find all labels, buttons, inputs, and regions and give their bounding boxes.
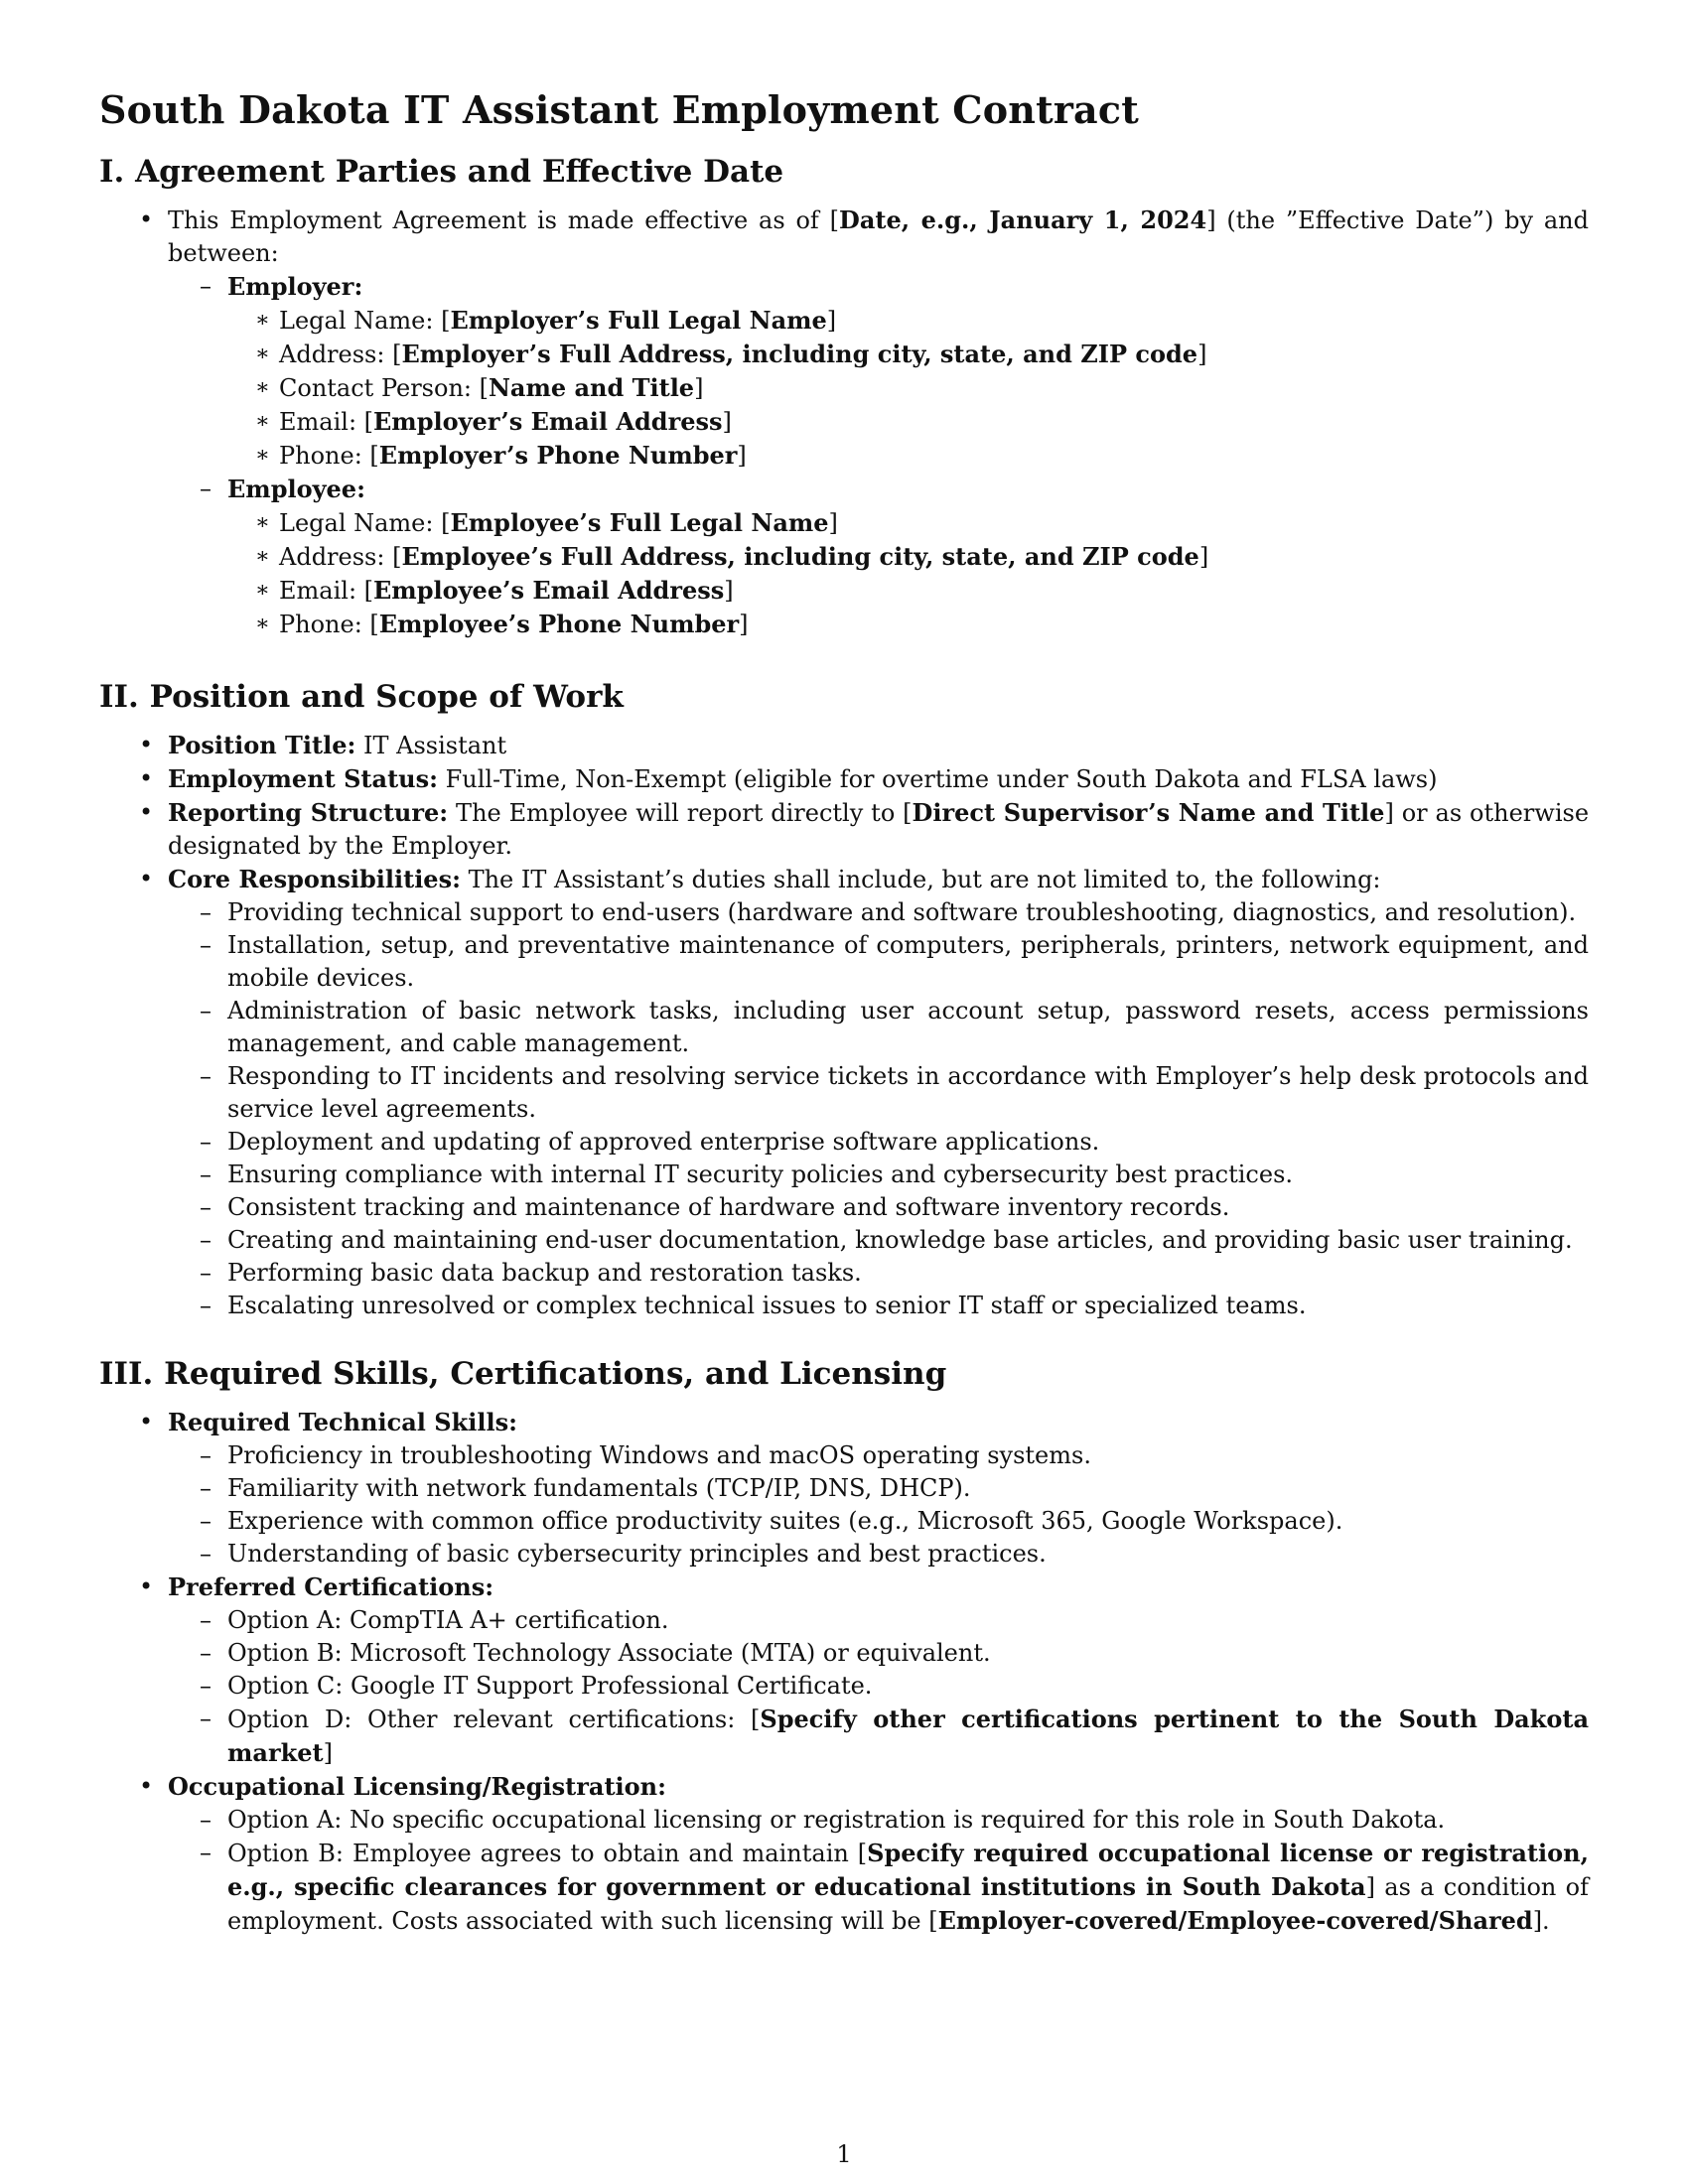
section-position-scope	[99, 679, 1589, 1322]
responsibilities-list	[108, 896, 1589, 1322]
section-heading: III. Required Skills, Certifications, and Licensing	[99, 1356, 947, 1392]
placeholder-field: Name and Title	[488, 373, 695, 402]
list-item: – Ensuring compliance with internal IT security policies and cybersecurity best practices.	[168, 1159, 1589, 1191]
placeholder-field: Specify required occupational license or registration, e.g., specific clearances for government or educational institutions in South Dakota	[227, 1839, 1589, 1901]
list-item: – Employee: ∗ Legal Name: [Employee’s Full Legal Name] ∗ Address: [Employee’s Full Address, including city, state, and ZIP code] ∗ Email: [Employee’s Email Address] ∗ Phone: [Employee’s Phone Number]	[168, 473, 1589, 641]
asterisk-icon: ∗	[255, 612, 270, 636]
dash-icon: –	[200, 1639, 211, 1667]
dash-icon: –	[200, 1193, 211, 1221]
list-item: ∗ Email: [Employee’s Email Address]	[255, 576, 734, 605]
list-item: – Option B: Microsoft Technology Associate (MTA) or equivalent.	[168, 1637, 1589, 1670]
list-item: ∗ Legal Name: [Employee’s Full Legal Name]	[255, 508, 838, 537]
dash-icon: –	[200, 1705, 211, 1732]
dash-icon: –	[200, 1474, 211, 1502]
dash-icon: –	[200, 475, 211, 502]
placeholder-field: Employer’s Full Legal Name	[450, 306, 827, 335]
asterisk-icon: ∗	[255, 544, 270, 569]
list-item: ∗ Contact Person: [Name and Title]	[255, 373, 704, 402]
placeholder-field: Employer’s Email Address	[373, 407, 723, 436]
list-item: – Creating and maintaining end-user documentation, knowledge base articles, and providing basic user training.	[168, 1224, 1589, 1257]
section-agreement-parties	[99, 154, 1589, 641]
section-skills-certifications	[99, 1356, 1589, 1938]
list-item: • Reporting Structure: The Employee will report directly to [Direct Supervisor’s Name and Title] or as otherwise designated by the Employer.	[139, 798, 1590, 860]
list-item: ∗ Email: [Employer’s Email Address]	[255, 407, 732, 436]
employer-details	[176, 304, 1589, 473]
list-item: ∗ Phone: [Employee’s Phone Number]	[255, 610, 749, 638]
asterisk-icon: ∗	[255, 510, 270, 535]
list-item: – Experience with common office productivity suites (e.g., Microsoft 365, Google Workspace).	[168, 1505, 1589, 1538]
list-item: – Employer: ∗ Legal Name: [Employer’s Full Legal Name] ∗ Address: [Employer’s Full Address, including city, state, and ZIP code] ∗ Contact Person: [Name and Title] ∗ Email: [Employer’s Email Address] ∗ Phone: [Employer’s Phone Number]	[168, 270, 1589, 473]
dash-icon: –	[200, 997, 211, 1024]
placeholder-field: Employer’s Phone Number	[378, 441, 738, 470]
list-item: – Understanding of basic cybersecurity principles and best practices.	[168, 1538, 1589, 1570]
list-item: • Employment Status: Full-Time, Non-Exempt (eligible for overtime under South Dakota and FLSA laws)	[139, 764, 1438, 793]
list-item: – Deployment and updating of approved enterprise software applications.	[168, 1126, 1589, 1159]
bullet-icon: •	[139, 1408, 154, 1435]
dash-icon: –	[200, 1606, 211, 1634]
licensing-list	[108, 1804, 1589, 1938]
dash-icon: –	[200, 1062, 211, 1090]
list-item: – Option A: No specific occupational licensing or registration is required for this role in South Dakota.	[168, 1804, 1589, 1837]
list-item: • Position Title: IT Assistant	[139, 731, 507, 759]
list-item: ∗ Address: [Employee’s Full Address, including city, state, and ZIP code]	[255, 542, 1209, 571]
placeholder-field: Employer’s Full Address, including city, state, and ZIP code	[401, 340, 1198, 368]
list-item: • Required Technical Skills: – Proficiency in troubleshooting Windows and macOS operating systems. – Familiarity with network fundamentals (TCP/IP, DNS, DHCP). – Experience with common office productivity suites (e.g., Microsoft 365, Google Workspace). – Understanding of basic cybersecurity principles and best practices.	[99, 1406, 1589, 1570]
list-item: – Administration of basic network tasks, including user account setup, password resets, access permissions management, and cable management.	[200, 997, 1589, 1057]
bullet-icon: •	[139, 798, 154, 826]
dash-icon: –	[200, 1672, 211, 1700]
placeholder-field: Employee’s Full Address, including city, state, and ZIP code	[401, 542, 1199, 571]
bullet-icon: •	[139, 865, 154, 892]
party-list	[108, 270, 1589, 641]
placeholder-field: Employee’s Full Legal Name	[450, 508, 829, 537]
asterisk-icon: ∗	[255, 375, 270, 400]
dash-icon: –	[200, 1259, 211, 1287]
bullet-icon: •	[139, 1772, 154, 1800]
dash-icon: –	[200, 1507, 211, 1535]
certifications-list	[108, 1604, 1589, 1770]
list-item: – Responding to IT incidents and resolving service tickets in accordance with Employer’s help desk protocols and service level agreements.	[200, 1062, 1589, 1123]
list-item: – Consistent tracking and maintenance of hardware and software inventory records.	[168, 1191, 1589, 1224]
page-number: 1	[836, 2140, 852, 2168]
placeholder-field: Employer-covered/Employee-covered/Shared	[937, 1906, 1533, 1935]
placeholder-field: Direct Supervisor’s Name and Title	[912, 798, 1385, 827]
list-item: – Escalating unresolved or complex technical issues to senior IT staff or specialized teams.	[168, 1290, 1589, 1322]
list-item: • Occupational Licensing/Registration: – Option A: No specific occupational licensing or registration is required for this role in South Dakota. – Option B: Employee agrees to obtain and maintain [Specify required occupational license or registration, e.g., specific clearances for government or educational institutions in South Dakota] as a condition of employment. Costs associated with such licensing will be [Employer-covered/Employee-covered/Shared].	[99, 1770, 1589, 1938]
list-item: – Installation, setup, and preventative maintenance of computers, peripherals, printers, network equipment, and mobile devices.	[200, 931, 1589, 992]
asterisk-icon: ∗	[255, 341, 270, 366]
placeholder-field: Date, e.g., January 1, 2024	[839, 205, 1207, 234]
section-heading: I. Agreement Parties and Effective Date	[99, 154, 784, 190]
asterisk-icon: ∗	[255, 308, 270, 333]
list-item: – Proficiency in troubleshooting Windows and macOS operating systems.	[168, 1439, 1589, 1472]
dash-icon: –	[200, 1540, 211, 1568]
placeholder-field: Employee’s Email Address	[373, 576, 725, 605]
document-title: South Dakota IT Assistant Employment Contract	[99, 87, 1139, 132]
list-item: ∗ Address: [Employer’s Full Address, including city, state, and ZIP code]	[255, 340, 1207, 368]
skills-list	[108, 1439, 1589, 1570]
list-item: – Option C: Google IT Support Professional Certificate.	[168, 1670, 1589, 1703]
asterisk-icon: ∗	[255, 443, 270, 468]
list-item: – Performing basic data backup and restoration tasks.	[168, 1257, 1589, 1290]
bullet-icon: •	[139, 731, 154, 758]
section-heading: II. Position and Scope of Work	[99, 679, 624, 715]
document-page	[99, 87, 1589, 1972]
list-item: • Core Responsibilities: The IT Assistant’s duties shall include, but are not limited to, the following: – Providing technical support to end-users (hardware and software troubleshooting, diagnostics, and resolution). – Installation, setup, and preventative maintenance of computers, peripherals, printers, network equipment, and mobile devices. – Administration of basic network tasks, including user account setup, password resets, access permissions management, and cable management. – Responding to IT incidents and resolving service tickets in accordance with Employer’s help desk protocols and service level agreements. – Deployment and updating of approved enterprise software applications. – Ensuring compliance with internal IT security policies and cybersecurity best practices. – Consistent tracking and maintenance of hardware and software inventory records. – Creating and maintaining end-user documentation, knowledge base articles, and providing basic user training. – Performing basic data backup and restoration tasks. – Escalating unresolved or complex technical issues to senior IT staff or specialized teams.	[99, 863, 1589, 1322]
list-item: – Option B: Employee agrees to obtain and maintain [Specify required occupational license or registration, e.g., specific clearances for government or educational institutions in South Dakota] as a condition of employment. Costs associated with such licensing will be [Employer-covered/Employee-covered/Shared].	[200, 1839, 1589, 1935]
bullet-icon: •	[139, 764, 154, 792]
dash-icon: –	[200, 1226, 211, 1254]
dash-icon: –	[200, 272, 211, 300]
placeholder-field: Employee’s Phone Number	[378, 610, 740, 638]
asterisk-icon: ∗	[255, 409, 270, 434]
dash-icon: –	[200, 1441, 211, 1469]
list-item: ∗ Legal Name: [Employer’s Full Legal Name]	[255, 306, 837, 335]
dash-icon: –	[200, 931, 211, 959]
asterisk-icon: ∗	[255, 578, 270, 603]
list-item: – Providing technical support to end-users (hardware and software troubleshooting, diagnostics, and resolution).	[168, 896, 1589, 929]
list-item: • This Employment Agreement is made effective as of [Date, e.g., January 1, 2024] (the ”Effective Date”) by and between: – Employer: ∗ Legal Name: [Employer’s Full Legal Name] ∗ Address: [Employer’s Full Address, including city, state, and ZIP code] ∗ Contact Person: [Name and Title] ∗ Email: [Employer’s Email Address] ∗ Phone: [Employer’s Phone Number] – Employee: ∗ Legal Name: [Employee’s Full Legal Name] ∗ Address: [Employee’s Full Address, including city, state, and ZIP code] ∗ Email: [Employee’s Email Address] ∗ Phone: [Employee’s Phone Number]	[99, 204, 1589, 641]
list-item: ∗ Phone: [Employer’s Phone Number]	[255, 441, 747, 470]
bullet-icon: •	[139, 205, 154, 233]
list-item: – Option D: Other relevant certifications: [Specify other certifications pertinent to the South Dakota market]	[200, 1705, 1589, 1767]
list-item: • Preferred Certifications: – Option A: CompTIA A+ certification. – Option B: Microsoft Technology Associate (MTA) or equivalent. – Option C: Google IT Support Professional Certificate. – Option D: Other relevant certifications: [Specify other certifications pertinent to the South Dakota market]	[99, 1570, 1589, 1770]
list-item: – Option A: CompTIA A+ certification.	[168, 1604, 1589, 1637]
dash-icon: –	[200, 1292, 211, 1319]
dash-icon: –	[200, 1806, 211, 1834]
dash-icon: –	[200, 1128, 211, 1156]
dash-icon: –	[200, 1160, 211, 1188]
placeholder-field: Specify other certifications pertinent to the South Dakota market	[227, 1705, 1589, 1767]
employee-details	[176, 506, 1589, 641]
dash-icon: –	[200, 1839, 211, 1866]
bullet-icon: •	[139, 1572, 154, 1600]
dash-icon: –	[200, 898, 211, 926]
list-item: – Familiarity with network fundamentals (TCP/IP, DNS, DHCP).	[168, 1472, 1589, 1505]
